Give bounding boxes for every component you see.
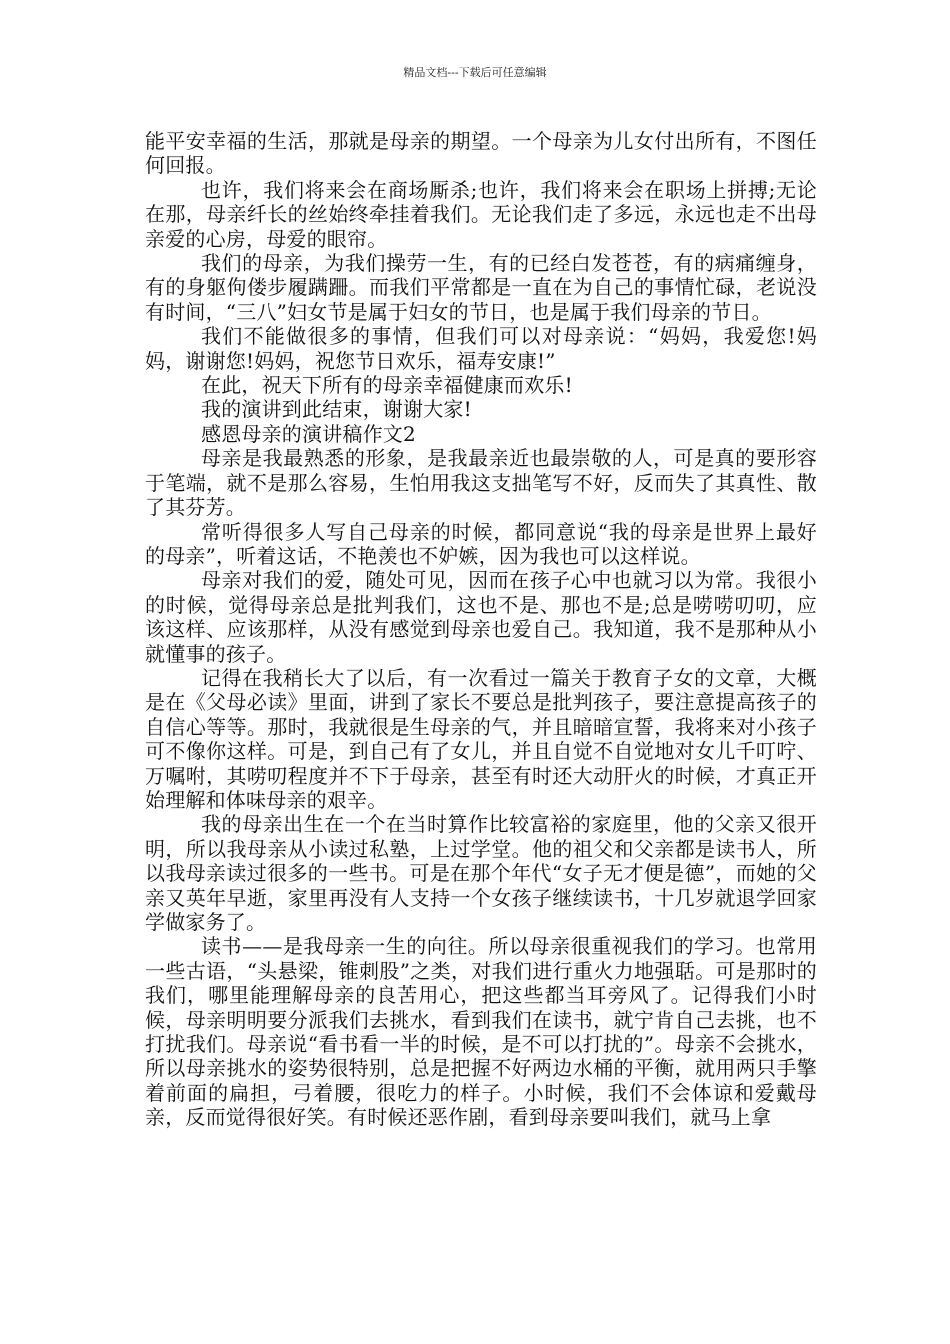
paragraph: 我的母亲出生在一个在当时算作比较富裕的家庭里，他的父亲又很开明，所以我母亲从小读过私塾，上过学堂。他的祖父和父亲都是读书人，所以我母亲读过很多的一些书。可是在那个年代“女子无才便是德”，而她的父亲又英年早逝，家里再没有人支持一个女孩子继续读书，十几岁就退学回家学做家务了。 — [145, 812, 817, 934]
paragraph: 我们不能做很多的事情，但我们可以对母亲说：“妈妈，我爱您!妈妈，谢谢您!妈妈，祝您节日欢乐，福寿安康!” — [145, 324, 817, 373]
page-header: 精品文档---下载后可任意编辑 — [403, 66, 547, 79]
paragraph: 在此，祝天下所有的母亲幸福健康而欢乐! — [201, 373, 573, 398]
document-body — [145, 129, 817, 1130]
paragraph: 也许，我们将来会在商场厮杀;也许，我们将来会在职场上拼搏;无论在那，母亲纤长的丝始终牵挂着我们。无论我们走了多远，永远也走不出母亲爱的心房，母爱的眼帘。 — [145, 177, 817, 251]
paragraph: 我们的母亲，为我们操劳一生，有的已经白发苍苍，有的病痛缠身，有的身躯佝偻步履蹒跚。而我们平常都是一直在为自己的事情忙碌，老说没有时间，“三八”妇女节是属于妇女的节日，也是属于我们母亲的节日。 — [145, 251, 817, 324]
paragraph: 我的演讲到此结束，谢谢大家! — [201, 397, 472, 422]
section-title: 感恩母亲的演讲稿作文2 — [201, 421, 416, 446]
paragraph: 母亲是我最熟悉的形象，是我最亲近也最崇敬的人，可是真的要形容于笔端，就不是那么容易，生怕用我这支拙笔写不好，反而失了其真性、散了其芬芳。 — [145, 446, 817, 520]
paragraph: 能平安幸福的生活，那就是母亲的期望。一个母亲为儿女付出所有，不图任何回报。 — [145, 129, 817, 178]
paragraph: 母亲对我们的爱，随处可见，因而在孩子心中也就习以为常。我很小的时候，觉得母亲总是批判我们，这也不是、那也不是;总是唠唠叨叨，应该这样、应该那样，从没有感觉到母亲也爱自己。我知道，我不是那种从小就懂事的孩子。 — [145, 568, 817, 666]
paragraph: 记得在我稍长大了以后，有一次看过一篇关于教育子女的文章，大概是在《父母必读》里面，讲到了家长不要总是批判孩子，要注意提高孩子的自信心等等。那时，我就很是生母亲的气，并且暗暗宣誓，我将来对小孩子可不像你这样。可是，到自己有了女儿，并且自觉不自觉地对女儿千叮咛、万嘱咐，其唠叨程度并不下于母亲，甚至有时还大动肝火的时候，才真正开始理解和体味母亲的艰辛。 — [145, 665, 817, 812]
paragraph: 常听得很多人写自己母亲的时候，都同意说“我的母亲是世界上最好的母亲”，听着这话，不艳羡也不妒嫉，因为我也可以这样说。 — [145, 519, 817, 568]
paragraph: 读书——是我母亲一生的向往。所以母亲很重视我们的学习。也常用一些古语，“头悬梁，锥刺股”之类，对我们进行重火力地强聒。可是那时的我们，哪里能理解母亲的良苦用心，把这些都当耳旁风了。记得我们小时候，母亲明明要分派我们去挑水，看到我们在读书，就宁肯自己去挑，也不打扰我们。母亲说“看书看一半的时候，是不可以打扰的”。母亲不会挑水，所以母亲挑水的姿势很特别，总是把握不好两边水桶的平衡，就用两只手擎着前面的扁担，弓着腰，很吃力的样子。小时候，我们不会体谅和爱戴母亲，反而觉得很好笑。有时候还恶作剧，看到母亲要叫我们，就马上拿 — [145, 934, 817, 1130]
